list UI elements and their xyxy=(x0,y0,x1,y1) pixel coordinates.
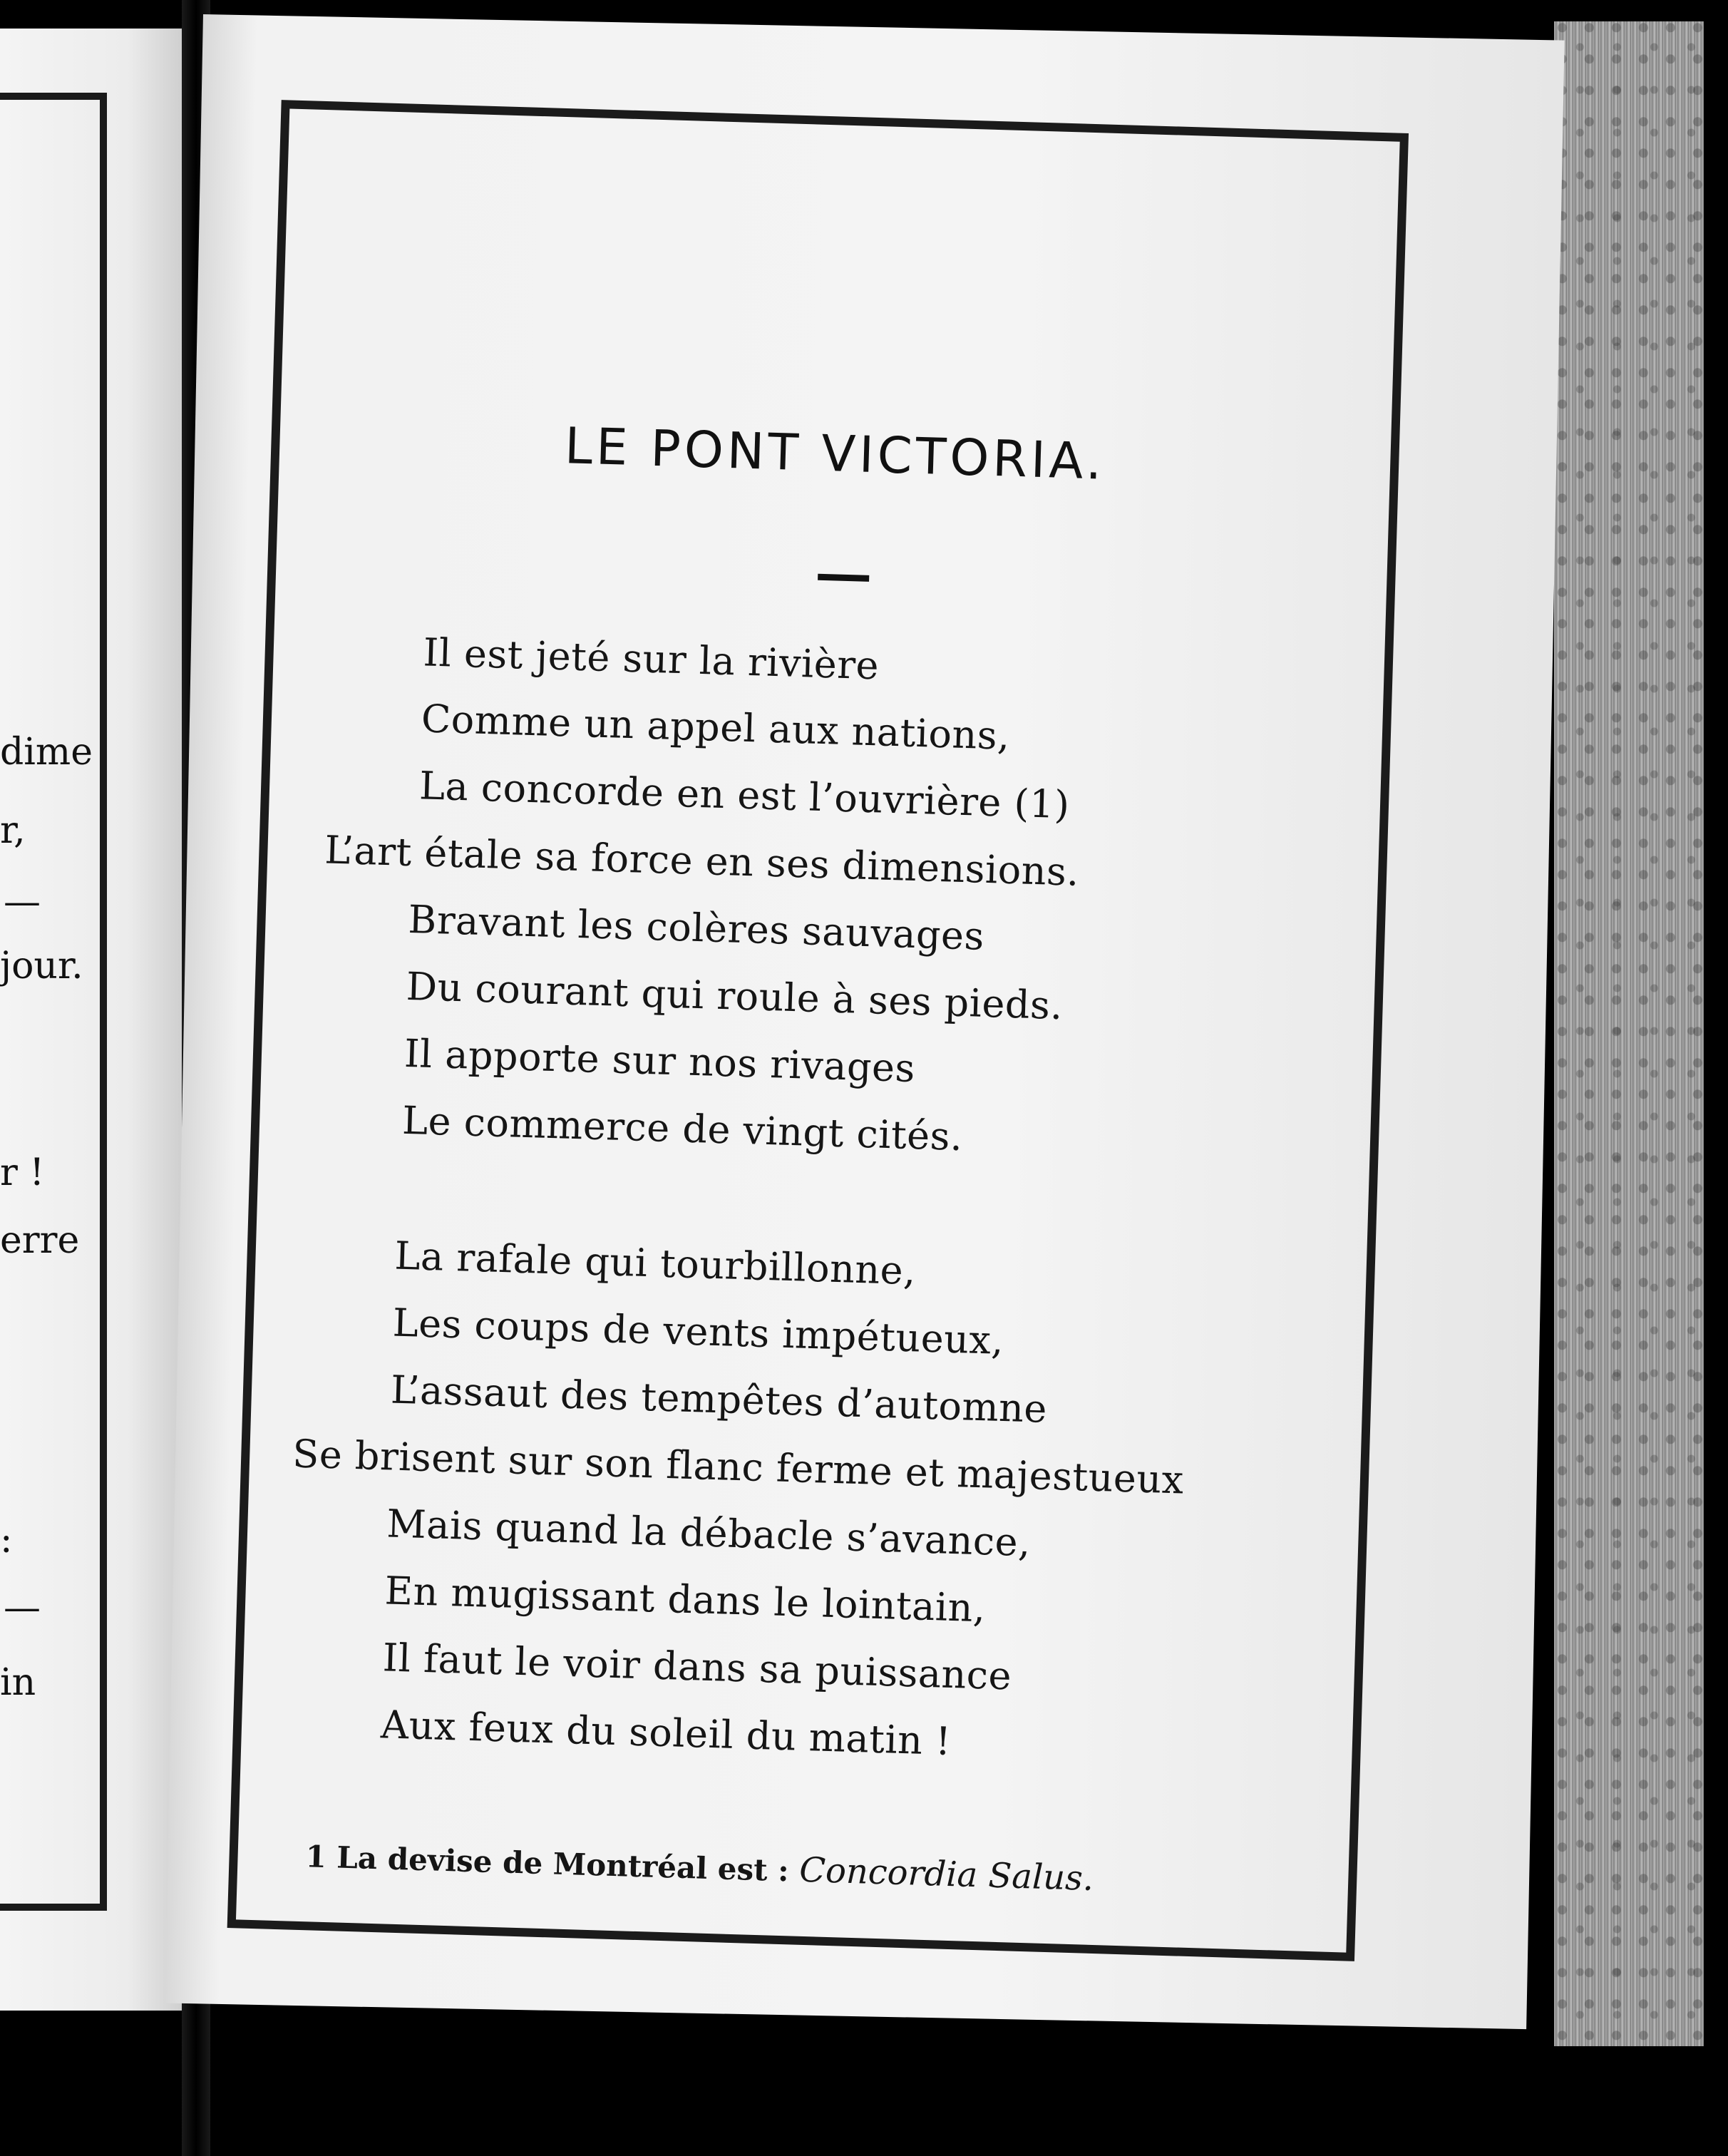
left-page-fragment: dime xyxy=(0,731,93,774)
left-page-fragment: — xyxy=(4,881,41,923)
left-page-fragment: r, xyxy=(0,809,26,852)
left-page-fragment: jour. xyxy=(0,945,83,987)
page-edges xyxy=(1554,21,1704,2046)
poem-line: L’assaut des tempêtes d’automne xyxy=(390,1367,1048,1432)
page-border-frame xyxy=(227,100,1409,1961)
footnote-text: 1 La devise de Montréal est : xyxy=(304,1839,801,1889)
left-page-fragment: : xyxy=(0,1519,13,1561)
poem-line: Il faut le voir dans sa puissance xyxy=(382,1635,1012,1699)
left-page xyxy=(0,29,182,2011)
poem-line: Mais quand la débacle s’avance, xyxy=(386,1501,1032,1566)
poem-line: Se brisent sur son flanc ferme et majestueux xyxy=(292,1431,1185,1503)
poem-line: Il est jeté sur la rivière xyxy=(422,630,880,689)
poem-line: L’art étale sa force en ses dimensions. xyxy=(324,827,1080,895)
poem-line: Bravant les colères sauvages xyxy=(407,896,985,959)
left-page-frame xyxy=(0,93,107,1911)
poem-line: Comme un appel aux nations, xyxy=(421,696,1011,759)
left-page-fragment: — xyxy=(4,1586,41,1629)
left-page-fragment: in xyxy=(0,1661,36,1704)
poem-line: Du courant qui roule à ses pieds. xyxy=(405,963,1064,1029)
poem-line: La concorde en est l’ouvrière (1) xyxy=(418,763,1071,828)
right-page xyxy=(165,14,1564,2029)
footnote-motto: Concordia Salus. xyxy=(798,1849,1094,1899)
poem-line: Aux feux du soleil du matin ! xyxy=(380,1702,952,1765)
poem-line: Il apporte sur nos rivages xyxy=(403,1030,916,1092)
left-page-fragment: erre xyxy=(0,1219,80,1262)
poem-title: LE PONT VICTORIA. xyxy=(563,416,1106,491)
poem-line: La rafale qui tourbillonne, xyxy=(394,1233,917,1294)
left-page-fragment: r ! xyxy=(0,1151,45,1194)
poem-line: Le commerce de vingt cités. xyxy=(401,1097,964,1160)
poem-line: En mugissant dans le lointain, xyxy=(384,1568,987,1631)
poem-line: Les coups de vents impétueux, xyxy=(391,1300,1004,1363)
